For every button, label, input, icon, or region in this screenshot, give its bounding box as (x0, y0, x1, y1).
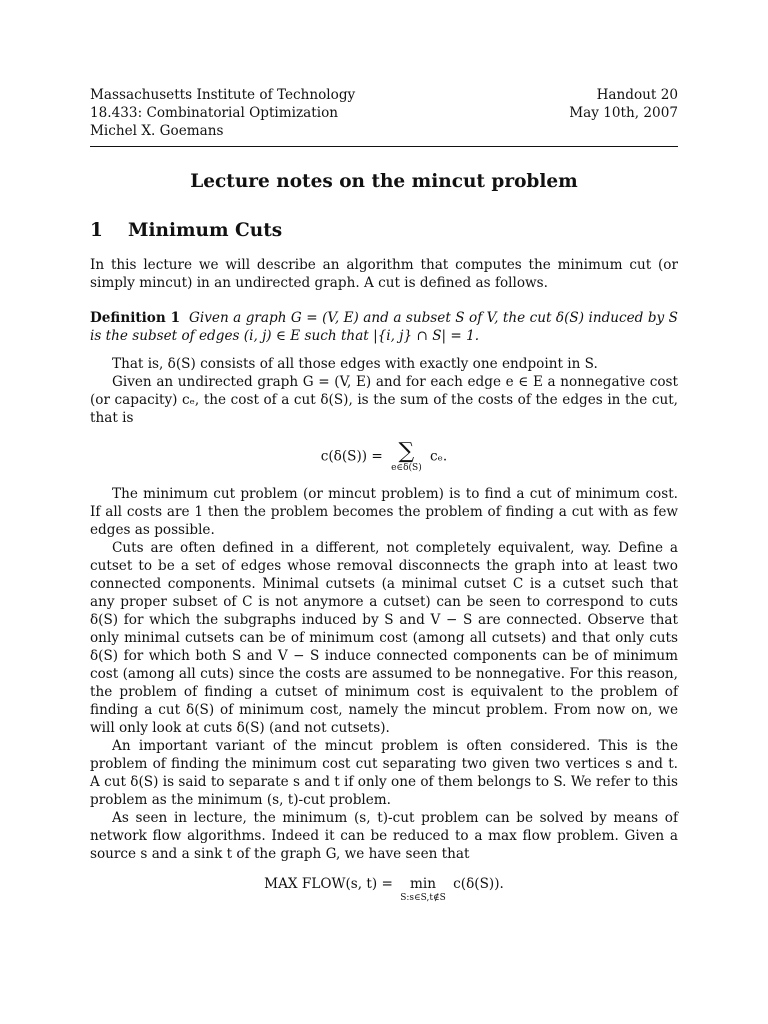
definition-text: Given a graph G = (V, E) and a subset S of V, the cut δ(S) induced by S is the subset of edges (i, j) ∈ E such that |{i, j} ∩ S| = 1. (90, 310, 678, 344)
equation-lhs: c(δ(S)) = (320, 448, 383, 465)
equation-rhs: c(δ(S)). (453, 876, 504, 892)
min-operator (400, 875, 446, 903)
handout-number: Handout 20 (596, 87, 678, 103)
paragraph-mincut-problem: The minimum cut problem (or mincut problem) is to find a cut of minimum cost. If all costs are 1 then the problem becomes the problem of finding a cut with as few edges as possible. (90, 486, 678, 538)
header-rule (90, 146, 678, 147)
section-number: 1 (90, 220, 103, 241)
min-subscript: S:s∈S,t∉S (400, 893, 446, 903)
course: 18.433: Combinatorial Optimization (90, 105, 339, 121)
equation-max-flow (90, 875, 678, 903)
summation-operator (391, 441, 422, 473)
definition-block (90, 309, 678, 345)
intro-paragraph: In this lecture we will describe an algorithm that computes the minimum cut (or simply mincut) in an undirected graph. A cut is defined as follows. (90, 257, 678, 291)
paragraph-given-graph: Given an undirected graph G = (V, E) and for each edge e ∈ E a nonnegative cost (or capacity) cₑ, the cost of a cut δ(S), is the sum of the costs of the edges in the cut, that is (90, 374, 678, 426)
paragraph-that-is: That is, δ(S) consists of all those edges with exactly one endpoint in S. (112, 356, 598, 372)
header-right (569, 86, 678, 140)
summation-subscript: e∈δ(S) (391, 463, 422, 473)
header (90, 86, 678, 140)
summation-symbol: ∑ (398, 439, 415, 464)
paragraph-network-flow: As seen in lecture, the minimum (s, t)-cut problem can be solved by means of network flow algorithms. Indeed it can be reduced to a max flow problem. Given a source s and a sink t of the graph G, we have seen that (90, 810, 678, 862)
equation-cut-cost (90, 441, 678, 473)
equation-rhs: cₑ. (430, 448, 448, 465)
page (90, 86, 678, 903)
paragraph-cutsets: Cuts are often defined in a different, not completely equivalent, way. Define a cutset to be a set of edges whose removal disconnects the graph into at least two connected components. Minimal cutsets (a minimal cutset C is a cutset such that any proper subset of C is not anymore a cutset) can be seen to correspond to cuts δ(S) for which the subgraphs induced by S and V − S are connected. Observe that only minimal cutsets can be of minimum cost (among all cutsets) and that only cuts δ(S) for which both S and V − S induce connected components can be of minimum cost (among all cuts) since the costs are assumed to be nonnegative. For this reason, the problem of finding a cutset of minimum cost is equivalent to the problem of finding a cut δ(S) of minimum cost, namely the mincut problem. From now on, we will only look at cuts δ(S) (and not cutsets). (90, 540, 678, 736)
equation-lhs: MAX FLOW(s, t) = (264, 876, 393, 892)
paragraph-st-variant: An important variant of the mincut problem is often considered. This is the problem of finding the minimum cost cut separating two given two vertices s and t. A cut δ(S) is said to separate s and t if only one of them belongs to S. We refer to this problem as the minimum (s, t)-cut problem. (90, 738, 678, 808)
handout-date: May 10th, 2007 (569, 105, 678, 121)
section-title: Minimum Cuts (128, 220, 283, 241)
section-heading (90, 219, 678, 243)
institution: Massachusetts Institute of Technology (90, 87, 356, 103)
definition-label: Definition 1 (90, 310, 181, 326)
header-left (90, 86, 355, 140)
min-symbol: min (410, 876, 437, 892)
document-title: Lecture notes on the mincut problem (190, 171, 578, 192)
author: Michel X. Goemans (90, 123, 224, 139)
